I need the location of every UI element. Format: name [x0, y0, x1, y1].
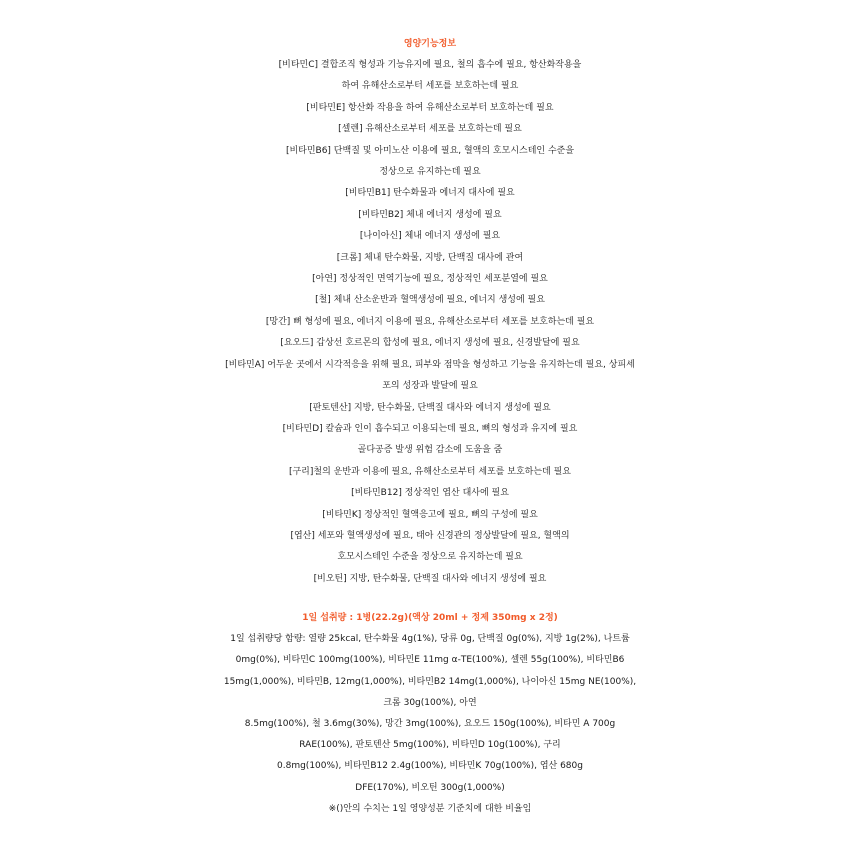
function-info-line: [셀렌] 유해산소로부터 세포를 보호하는데 필요 — [338, 124, 522, 135]
daily-intake-title: 1일 섭취량 : 1병(22.2g)(액상 20ml + 정제 350mg x 2정) — [302, 613, 558, 624]
daily-intake-footnote: ※()안의 수치는 1일 영양성분 기준치에 대한 비율임 — [328, 803, 532, 814]
function-info-line: [비타민D] 칼슘과 인이 흡수되고 이용되는데 필요, 뼈의 형성과 유지에 필요 — [282, 423, 578, 434]
function-info-line: [아연] 정상적인 면역기능에 필요, 정상적인 세포분열에 필요 — [312, 274, 548, 285]
section-spacer — [0, 590, 860, 608]
daily-intake-line: DFE(170%), 비오틴 300g(1,000%) — [355, 782, 505, 793]
daily-intake-line: 1일 섭취량당 함량: 열량 25kcal, 탄수화물 4g(1%), 당류 0g, 단백질 0g(0%), 지방 1g(2%), 나트륨 — [230, 634, 630, 645]
function-info-line: [엽산] 세포와 혈액생성에 필요, 태아 신경관의 정상발달에 필요, 혈액의 — [290, 530, 570, 541]
daily-intake-line: RAE(100%), 판토텐산 5mg(100%), 비타민D 10g(100%), 구리 — [299, 740, 561, 751]
daily-intake-line: 0.8mg(100%), 비타민B12 2.4g(100%), 비타민K 70g(100%), 엽산 680g — [277, 761, 583, 772]
function-info-line: [크롬] 체내 탄수화물, 지방, 단백질 대사에 관여 — [336, 252, 524, 263]
function-info-line: [철] 체내 산소운반과 혈액생성에 필요, 에너지 생성에 필요 — [315, 295, 545, 306]
daily-intake-line: 8.5mg(100%), 철 3.6mg(30%), 망간 3mg(100%), 요오드 150g(100%), 비타민 A 700g — [244, 718, 616, 729]
function-info-line: 포의 성장과 발달에 필요 — [382, 381, 478, 392]
function-info-line: [비타민E] 항산화 작용을 하여 유해산소로부터 보호하는데 필요 — [306, 102, 554, 113]
function-info-line: [구리]철의 운반과 이용에 필요, 유해산소로부터 세포를 보호하는데 필요 — [288, 466, 572, 477]
function-info-line: [비타민B6] 단백질 및 아미노산 이용에 필요, 혈액의 호모시스테인 수준을 — [285, 145, 575, 156]
function-info-line: [비타민B2] 체내 에너지 생성에 필요 — [358, 209, 502, 220]
function-info-title: 영양기능정보 — [403, 39, 457, 49]
function-info-line: [비오틴] 지방, 탄수화물, 단백질 대사와 에너지 생성에 필요 — [313, 573, 547, 584]
function-info-line: [나이아신] 체내 에너지 생성에 필요 — [359, 231, 501, 242]
function-info-line: [비타민K] 정상적인 혈액응고에 필요, 뼈의 구성에 필요 — [322, 509, 538, 520]
function-info-line: 하여 유해산소로부터 세포를 보호하는데 필요 — [341, 81, 519, 92]
daily-intake-line: 15mg(1,000%), 비타민B, 12mg(1,000%), 비타민B2 14mg(1,000%), 나이아신 15mg NE(100%), — [223, 676, 637, 687]
daily-intake-section — [0, 608, 860, 820]
function-info-line: [비타민B12] 정상적인 엽산 대사에 필요 — [351, 488, 509, 499]
daily-intake-line: 0mg(0%), 비타민C 100mg(100%), 비타민E 11mg α-TE(100%), 셀렌 55g(100%), 비타민B6 — [235, 655, 625, 666]
function-info-line: 호모시스테인 수준을 정상으로 유지하는데 필요 — [337, 552, 523, 563]
function-info-line: [비타민B1] 탄수화물과 에너지 대사에 필요 — [345, 188, 515, 199]
function-info-line: [판토텐산] 지방, 탄수화물, 단백질 대사와 에너지 생성에 필요 — [309, 402, 551, 413]
function-info-line: [요오드] 갑상선 호르몬의 합성에 필요, 에너지 생성에 필요, 신경발달에 필요 — [280, 338, 580, 349]
function-info-line: [망간] 뼈 형성에 필요, 에너지 이용에 필요, 유해산소로부터 세포를 보호하는데 필요 — [265, 316, 595, 327]
function-info-line: [비타민C] 결합조직 형성과 기능유지에 필요, 철의 흡수에 필요, 항산화작용을 — [278, 60, 582, 70]
function-info-line: 골다공증 발생 위험 감소에 도움을 줌 — [357, 445, 503, 456]
function-info-section — [0, 34, 860, 590]
function-info-line: [비타민A] 어두운 곳에서 시각적응을 위해 필요, 피부와 점막을 형성하고 기능을 유지하는데 필요, 상피세 — [225, 359, 635, 370]
function-info-line: 정상으로 유지하는데 필요 — [379, 167, 481, 178]
daily-intake-line: 크롬 30g(100%), 아연 — [383, 697, 477, 708]
